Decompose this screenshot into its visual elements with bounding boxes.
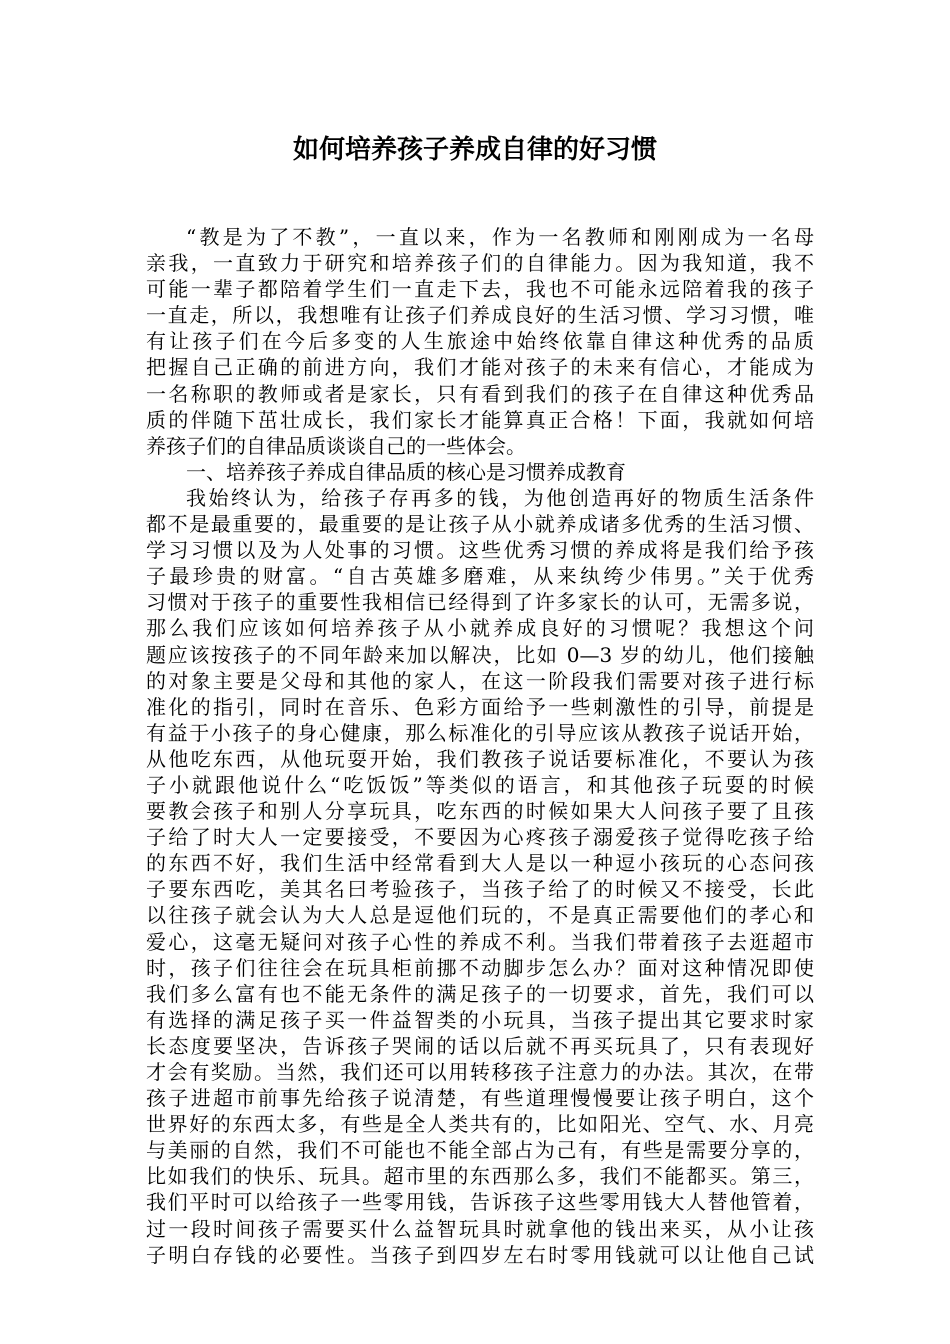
body-line: 养孩子们的自律品质谈谈自己的一些体会。 <box>146 433 526 458</box>
body-line: 有选择的满足孩子买一件益智类的小玩具，当孩子提出其它要求时家 <box>146 1007 814 1032</box>
body-line: 的对象主要是父母和其他的家人，在这一阶段我们需要对孩子进行标 <box>146 668 814 693</box>
body-line: 世界好的东西太多，有些是全人类共有的，比如阳光、空气、水、月亮 <box>146 1112 814 1137</box>
body-line: 以往孩子就会认为大人总是逗他们玩的，不是真正需要他们的孝心和 <box>146 903 814 928</box>
body-line: 可能一辈子都陪着学生们一直走下去，我也不可能永远陪着我的孩子 <box>146 277 814 302</box>
body-line: 要教会孩子和别人分享玩具，吃东西的时候如果大人问孩子要了且孩 <box>146 799 814 824</box>
body-line: 学习习惯以及为人处事的习惯。这些优秀习惯的养成将是我们给予孩 <box>146 538 814 563</box>
body-line: 的东西不好，我们生活中经常看到大人是以一种逗小孩玩的心态问孩 <box>146 851 814 876</box>
document-title: 如何培养孩子养成自律的好习惯 <box>292 135 657 165</box>
body-line: 我们平时可以给孩子一些零用钱，告诉孩子这些零用钱大人替他管着， <box>146 1190 814 1215</box>
body-line: 把握自己正确的前进方向，我们才能对孩子的未来有信心，才能成为 <box>146 355 814 380</box>
body-line: 才会有奖励。当然，我们还可以用转移孩子注意力的办法。其次，在带 <box>146 1060 814 1084</box>
body-line: 我们多么富有也不能无条件的满足孩子的一切要求，首先，我们可以 <box>146 981 814 1006</box>
body-line: 有让孩子们在今后多变的人生旅途中始终依靠自律这种优秀的品质 <box>146 329 814 354</box>
body-line: 子要东西吃，美其名曰考验孩子，当孩子给了的时候又不接受，长此 <box>146 877 814 902</box>
body-line: 子明白存钱的必要性。当孩子到四岁左右时零用钱就可以让他自己试 <box>146 1242 814 1267</box>
body-line: 我始终认为，给孩子存再多的钱，为他创造再好的物质生活条件 <box>186 485 814 510</box>
body-line: 准化的指引，同时在音乐、色彩方面给予一些刺激性的引导，前提是 <box>146 694 814 719</box>
body-line: 从他吃东西，从他玩耍开始，我们教孩子说话要标准化，不要认为孩 <box>146 746 814 771</box>
body-line: 一名称职的教师或者是家长，只有看到我们的孩子在自律这种优秀品 <box>146 381 814 406</box>
document-body <box>146 224 814 1268</box>
body-line: 都不是最重要的，最重要的是让孩子从小就养成诸多优秀的生活习惯、 <box>146 512 814 537</box>
body-line: 质的伴随下茁壮成长，我们家长才能算真正合格！下面，我就如何培 <box>146 407 814 432</box>
body-line: 长态度要坚决，告诉孩子哭闹的话以后就不再买玩具了，只有表现好 <box>146 1033 814 1058</box>
body-line: 题应该按孩子的不同年龄来加以解决，比如 0—3 岁的幼儿，他们接触 <box>146 642 814 667</box>
body-line: “教是为了不教”，一直以来，作为一名教师和刚刚成为一名母 <box>186 225 814 249</box>
body-line: 子小就跟他说什么“吃饭饭”等类似的语言，和其他孩子玩耍的时候 <box>146 772 814 797</box>
body-line: 一直走，所以，我想唯有让孩子们养成良好的生活习惯、学习习惯，唯 <box>146 303 814 328</box>
body-line: 孩子进超市前事先给孩子说清楚，有些道理慢慢要让孩子明白，这个 <box>146 1086 814 1111</box>
body-line: 爱心，这毫无疑问对孩子心性的养成不利。当我们带着孩子去逛超市 <box>146 929 814 954</box>
body-line: 子给了时大人一定要接受，不要因为心疼孩子溺爱孩子觉得吃孩子给 <box>146 825 814 850</box>
body-line: 那么我们应该如何培养孩子从小就养成良好的习惯呢？我想这个问 <box>146 616 814 641</box>
body-line: 比如我们的快乐、玩具。超市里的东西那么多，我们不能都买。第三， <box>146 1164 814 1189</box>
body-line: 习惯对于孩子的重要性我相信已经得到了许多家长的认可，无需多说， <box>146 590 814 615</box>
body-line: 子最珍贵的财富。“自古英雄多磨难，从来纨绔少伟男。”关于优秀 <box>146 564 814 589</box>
body-line: 一、培养孩子养成自律品质的核心是习惯养成教育 <box>186 459 626 484</box>
body-line: 与美丽的自然，我们不可能也不能全部占为己有，有些是需要分享的， <box>146 1138 814 1163</box>
body-line: 时，孩子们往往会在玩具柜前挪不动脚步怎么办？面对这种情况即使 <box>146 955 814 980</box>
body-line: 过一段时间孩子需要买什么益智玩具时就拿他的钱出来买，从小让孩 <box>146 1216 814 1241</box>
body-line: 亲我，一直致力于研究和培养孩子们的自律能力。因为我知道，我不 <box>146 251 814 276</box>
body-line: 有益于小孩子的身心健康，那么标准化的引导应该从教孩子说话开始， <box>146 720 814 745</box>
